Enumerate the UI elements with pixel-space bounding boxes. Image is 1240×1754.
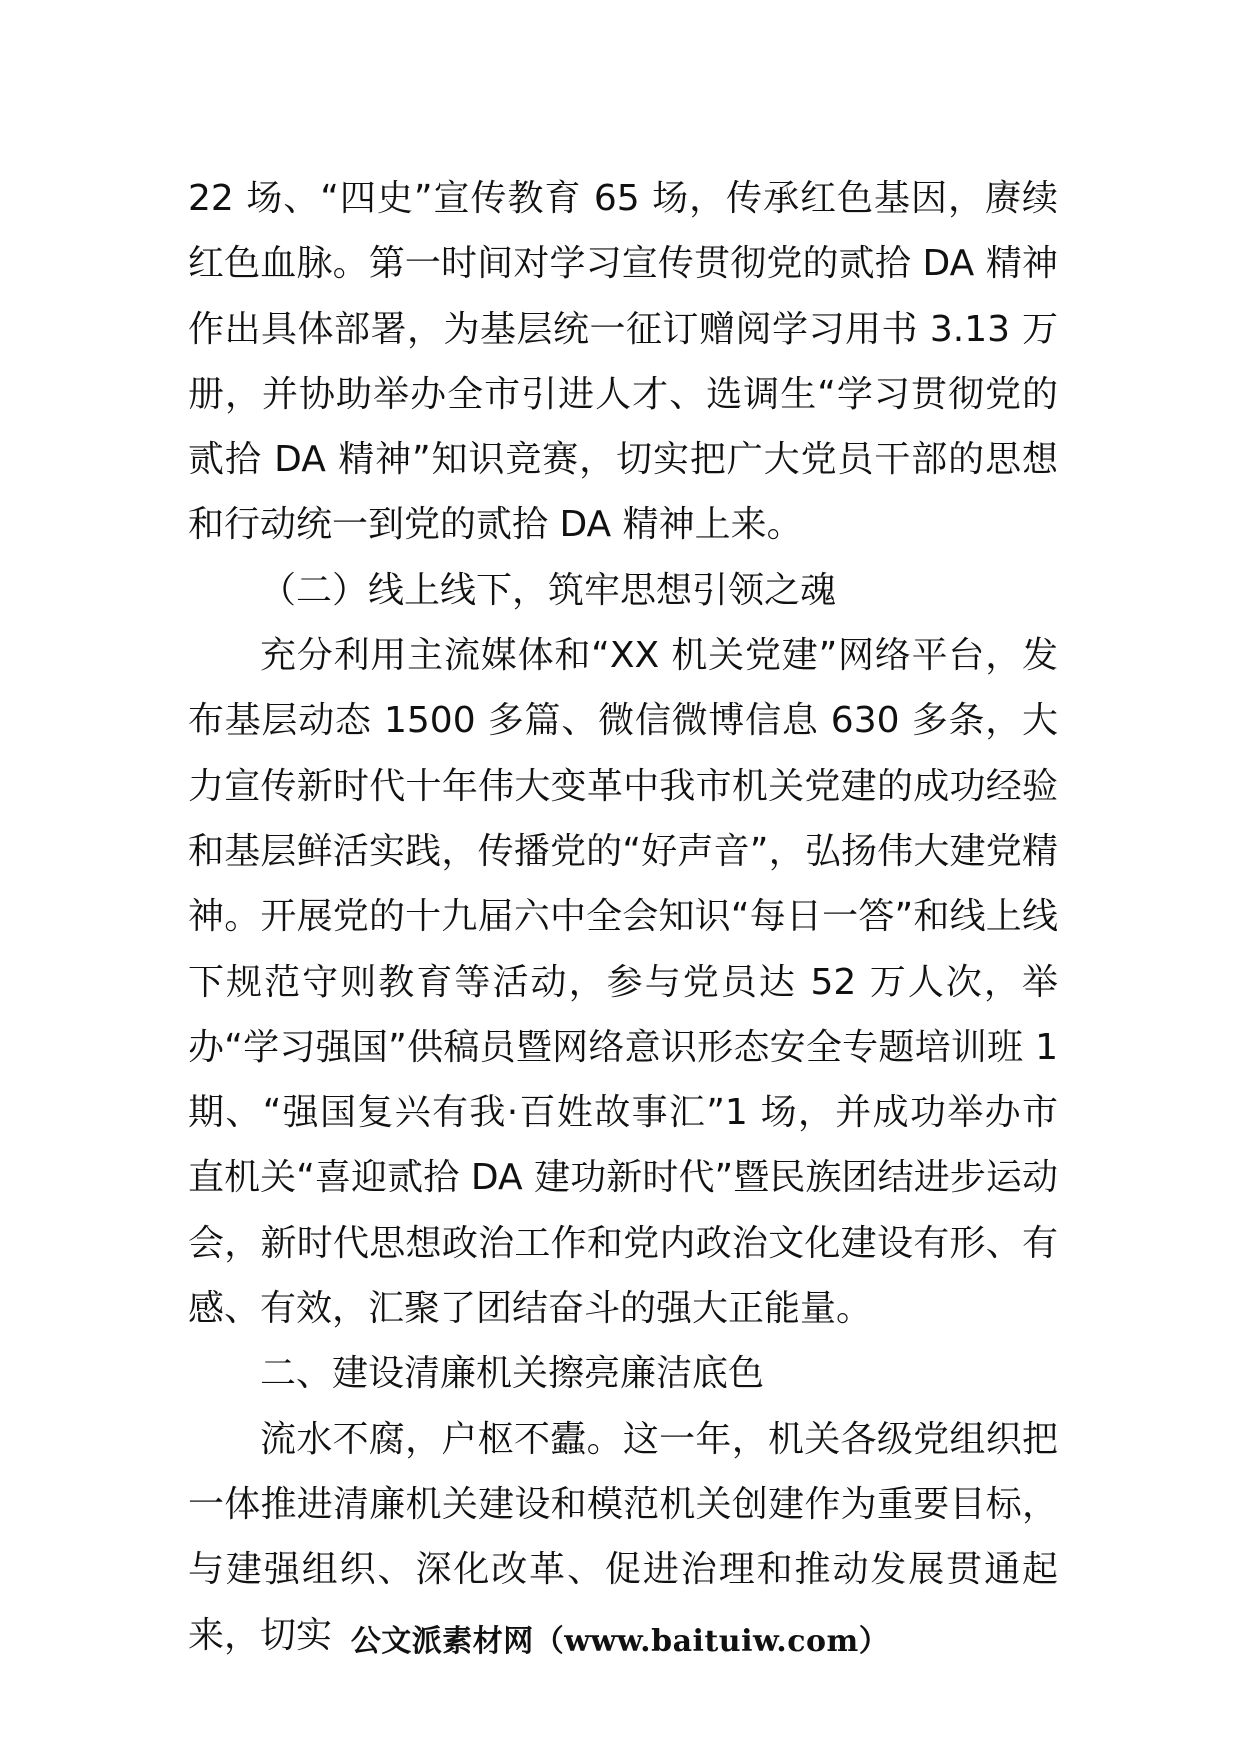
body-paragraph: 充分利用主流媒体和“XX 机关党建”网络平台，发布基层动态 1500 多篇、微信微博信息 630 多条，大力宣传新时代十年伟大变革中我市机关党建的成功经验和基层鲜活实践，传播党的“好声音”，弘扬伟大建党精神。开展党的十九届六中全会知识“每日一答”和线上线下规范守则教育等活动，参与党员达 52 万人次，举办“学习强国”供稿员暨网络意识形态安全专题培训班 1 期、“强国复兴有我·百姓故事汇”1 场，并成功举办市直机关“喜迎贰拾 DA 建功新时代”暨民族团结进步运动会，新时代思想政治工作和党内政治文化建设有形、有感、有效，汇聚了团结奋斗的强大正能量。	[188, 635, 1058, 1330]
body-paragraph: 流水不腐，户枢不蠹。这一年，机关各级党组织把一体推进清廉机关建设和模范机关创建作为重要目标，与建强组织、深化改革、促进治理和推动发展贯通起来，切实	[188, 1418, 1058, 1656]
section-subheading: （二）线上线下，筑牢思想引领之魂	[260, 569, 837, 611]
section-heading: 二、建设清廉机关擦亮廉洁底色	[260, 1353, 765, 1395]
document-body	[188, 166, 1058, 1668]
footer-watermark: 公文派素材网（www.baituiw.com）	[350, 1624, 890, 1659]
continuation-paragraph: 22 场、“四史”宣传教育 65 场，传承红色基因，赓续红色血脉。第一时间对学习宣传贯彻党的贰拾 DA 精神作出具体部署，为基层统一征订赠阅学习用书 3.13 万册，并协助举办全市引进人才、选调生“学习贯彻党的贰拾 DA 精神”知识竞赛，切实把广大党员干部的思想和行动统一到党的贰拾 DA 精神上来。	[188, 178, 1058, 546]
